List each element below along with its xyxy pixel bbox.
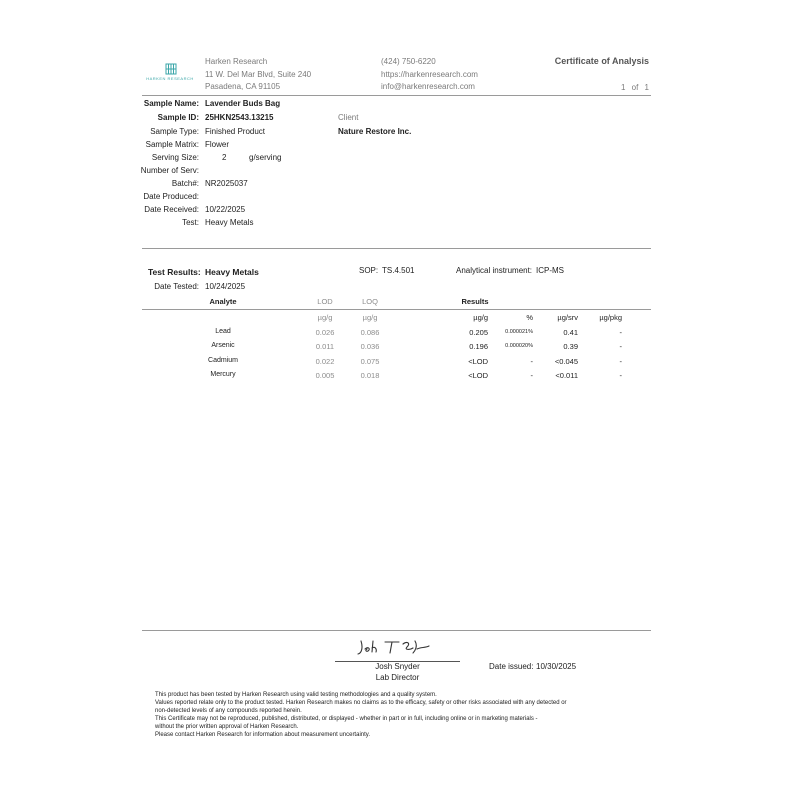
- result-ug-pkg: -: [619, 328, 622, 337]
- sample-matrix-label: Sample Matrix:: [145, 140, 199, 149]
- date-received-label: Date Received:: [144, 205, 199, 214]
- lod-value: 0.026: [315, 328, 335, 337]
- unit-ug-g: µg/g: [473, 313, 488, 322]
- loq-value: 0.086: [360, 328, 380, 337]
- disclaimer-line: without the prior written approval of Harken Research.: [155, 724, 299, 730]
- signature-image: [355, 637, 435, 659]
- result-pct: 0.000021%: [505, 329, 533, 335]
- test-value: Heavy Metals: [205, 218, 254, 227]
- instrument-label: Analytical instrument:: [456, 266, 533, 275]
- sample-id-value: 25HKN2543.13215: [205, 113, 274, 122]
- disclaimer: [155, 691, 567, 739]
- col-header-lod: LOD: [317, 297, 333, 306]
- sop-label: SOP:: [359, 266, 379, 275]
- disclaimer-line: Please contact Harken Research for information about measurement uncertainty.: [155, 732, 370, 738]
- analyte-name: Cadmium: [208, 357, 238, 364]
- sample-divider: [142, 248, 651, 249]
- analyte-name: Mercury: [210, 371, 236, 378]
- signature-divider: [142, 630, 651, 631]
- analyte-name: Arsenic: [211, 342, 235, 349]
- result-pct: -: [530, 371, 533, 380]
- sample-type-value: Finished Product: [205, 127, 266, 136]
- result-ug-srv: 0.39: [563, 342, 578, 351]
- result-pct: -: [530, 357, 533, 366]
- result-ug-g: 0.196: [469, 342, 488, 351]
- test-results-label: Test Results:: [148, 267, 201, 277]
- batch-value: NR2025037: [205, 179, 248, 188]
- loq-value: 0.018: [360, 371, 380, 380]
- lod-value: 0.011: [315, 342, 335, 351]
- disclaimer-line: Values reported relate only to the product tested. Harken Research makes no claims as to the efficacy, safety or other risks associated with any detected or: [155, 700, 567, 706]
- client-name: Nature Restore Inc.: [338, 127, 412, 136]
- date-issued-label: Date issued:: [489, 662, 534, 671]
- signer-role: Lab Director: [375, 673, 420, 682]
- loq-value: 0.036: [360, 342, 380, 351]
- date-tested-label: Date Tested:: [154, 282, 199, 291]
- number-of-servings-label: Number of Serv:: [140, 166, 199, 175]
- disclaimer-line: non-detected levels of any compounds reported herein.: [155, 708, 302, 714]
- lab-website[interactable]: https://harkenresearch.com: [381, 70, 478, 79]
- client-label: Client: [338, 113, 359, 122]
- lod-value: 0.022: [315, 357, 335, 366]
- header-divider: [142, 95, 651, 96]
- signer-name: Josh Snyder: [375, 662, 420, 671]
- result-ug-srv: <0.011: [555, 371, 578, 380]
- analyte-name: Lead: [215, 328, 231, 335]
- sample-name-value: Lavender Buds Bag: [205, 99, 281, 108]
- instrument-value: ICP-MS: [536, 266, 564, 275]
- serving-size-value: 2: [222, 153, 227, 162]
- unit-ug-pkg: µg/pkg: [599, 313, 622, 322]
- lab-name: Harken Research: [205, 57, 268, 66]
- lab-phone: (424) 750-6220: [381, 57, 436, 66]
- disclaimer-line: This Certificate may not be reproduced, published, distributed, or displayed - whether in part or in full, including online or in marketing materials -: [155, 716, 538, 722]
- lab-address-line2: Pasadena, CA 91105: [205, 82, 281, 91]
- page-indicator: [621, 83, 649, 92]
- result-ug-pkg: -: [619, 357, 622, 366]
- page-of: of: [631, 83, 639, 92]
- result-ug-pkg: -: [619, 342, 622, 351]
- col-header-results: Results: [461, 297, 489, 306]
- page-number: 1: [620, 83, 626, 92]
- result-ug-srv: <0.045: [554, 357, 578, 366]
- date-received-value: 10/22/2025: [205, 205, 246, 214]
- logo-text: HARKEN RESEARCH: [146, 76, 194, 81]
- result-ug-g: <LOD: [468, 357, 488, 366]
- document-title: Certificate of Analysis: [554, 56, 649, 66]
- sample-matrix-value: Flower: [205, 140, 230, 149]
- col-header-loq: LOQ: [362, 297, 378, 306]
- lab-logo: [138, 62, 202, 84]
- handwritten-signature: [355, 637, 435, 659]
- sop-value: TS.4.501: [382, 266, 415, 275]
- result-ug-g: <LOD: [468, 371, 488, 380]
- unit-lod: µg/g: [317, 313, 333, 322]
- table-header-divider: [142, 309, 651, 310]
- result-ug-g: 0.205: [469, 328, 488, 337]
- date-produced-label: Date Produced:: [143, 192, 199, 201]
- page-total: 1: [644, 83, 649, 92]
- sample-id-label: Sample ID:: [157, 113, 199, 122]
- sample-name-label: Sample Name:: [143, 99, 199, 108]
- lab-address-line1: 11 W. Del Mar Blvd, Suite 240: [205, 70, 312, 79]
- unit-pct: %: [526, 313, 533, 322]
- date-tested-value: 10/24/2025: [205, 282, 246, 291]
- result-pct: 0.000020%: [505, 343, 533, 349]
- sample-type-label: Sample Type:: [150, 127, 199, 136]
- serving-size-unit: g/serving: [249, 153, 282, 162]
- disclaimer-line: This product has been tested by Harken Research using valid testing methodologies and a quality system.: [155, 692, 437, 698]
- unit-ug-srv: µg/srv: [557, 313, 578, 322]
- test-label: Test:: [182, 218, 199, 227]
- col-header-analyte: Analyte: [209, 297, 237, 306]
- loq-value: 0.075: [360, 357, 380, 366]
- date-issued-value: 10/30/2025: [536, 662, 577, 671]
- lod-value: 0.005: [315, 371, 335, 380]
- result-ug-srv: 0.41: [563, 328, 578, 337]
- lab-email[interactable]: info@harkenresearch.com: [381, 82, 475, 91]
- result-ug-pkg: -: [619, 371, 622, 380]
- test-results-value: Heavy Metals: [205, 267, 259, 277]
- unit-loq: µg/g: [362, 313, 378, 322]
- batch-label: Batch#:: [171, 179, 199, 188]
- serving-size-label: Serving Size:: [151, 153, 199, 162]
